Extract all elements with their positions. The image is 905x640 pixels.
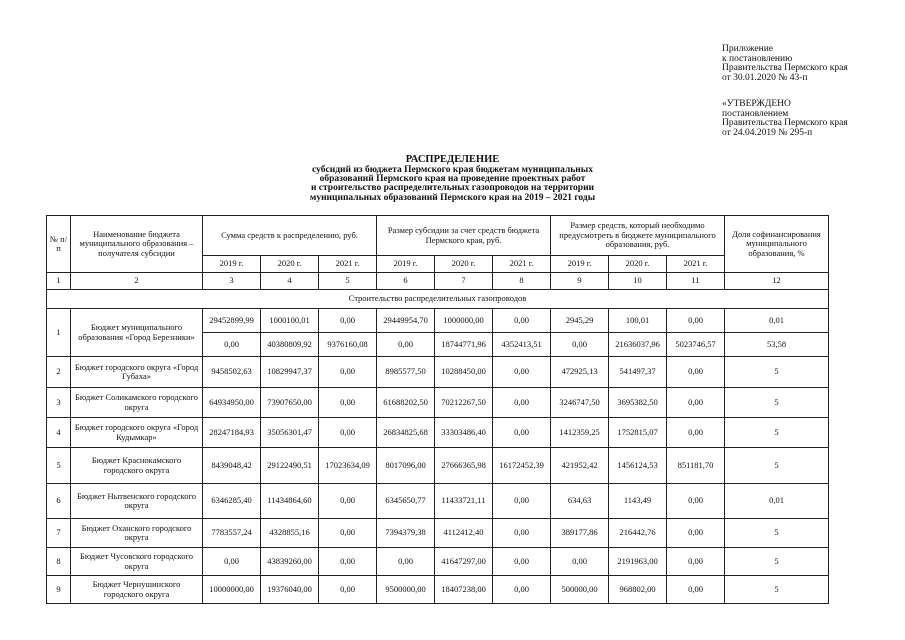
column-number: 3 xyxy=(203,273,261,290)
row-number: 6 xyxy=(47,484,71,519)
value-cell: 8985577,50 xyxy=(377,357,435,388)
column-number: 6 xyxy=(377,273,435,290)
value-cell: 0,00 xyxy=(493,576,551,604)
header-num: № п/п xyxy=(47,216,71,273)
approval-line: постановлением xyxy=(722,108,789,119)
appendix-line: к постановлению xyxy=(722,53,793,64)
value-cell: 19376040,00 xyxy=(261,576,319,604)
header-year: 2020 г. xyxy=(435,256,493,273)
value-cell: 0,00 xyxy=(551,333,609,357)
value-cell: 5 xyxy=(725,418,829,448)
value-cell: 421952,42 xyxy=(551,448,609,484)
header-year: 2021 г. xyxy=(493,256,551,273)
header-sum: Сумма средств к распределению, руб. xyxy=(203,216,377,256)
value-cell: 634,63 xyxy=(551,484,609,519)
document-title: РАСПРЕДЕЛЕНИЕ xyxy=(405,154,500,165)
value-cell: 100,01 xyxy=(609,309,667,333)
value-cell: 5 xyxy=(725,448,829,484)
value-cell: 6345650,77 xyxy=(377,484,435,519)
recipient-name: Бюджет Чусовского городского округа xyxy=(71,548,203,576)
value-cell: 0,00 xyxy=(551,548,609,576)
column-number: 4 xyxy=(261,273,319,290)
value-cell: 389177,86 xyxy=(551,519,609,548)
value-cell: 0,00 xyxy=(319,357,377,388)
header-share: Доля софинансирования муниципального образования, % xyxy=(725,216,829,273)
value-cell: 29449954,70 xyxy=(377,309,435,333)
value-cell: 0,00 xyxy=(319,484,377,519)
column-number: 7 xyxy=(435,273,493,290)
row-number: 2 xyxy=(47,357,71,388)
value-cell: 0,00 xyxy=(319,418,377,448)
value-cell: 1456124,53 xyxy=(609,448,667,484)
value-cell: 472925,13 xyxy=(551,357,609,388)
table-row xyxy=(47,418,829,448)
value-cell: 10829947,37 xyxy=(261,357,319,388)
value-cell: 0,00 xyxy=(667,309,725,333)
value-cell: 500000,00 xyxy=(551,576,609,604)
value-cell: 73907650,00 xyxy=(261,388,319,418)
subtitle-line: образований Пермского края на проведение проектных работ xyxy=(319,174,586,185)
subtitle-line: субсидий из бюджета Пермского края бюджетам муниципальных xyxy=(312,165,593,175)
column-number: 11 xyxy=(667,273,725,290)
value-cell: 4328855,16 xyxy=(261,519,319,548)
appendix-line: от 30.01.2020 № 43-п xyxy=(722,72,808,83)
table-row xyxy=(47,576,829,604)
recipient-name: Бюджет Краснокамского городского округа xyxy=(71,448,203,484)
value-cell: 3695382,50 xyxy=(609,388,667,418)
recipient-name: Бюджет муниципального образования «Город Березники» xyxy=(71,309,203,357)
value-cell: 1752815,07 xyxy=(609,418,667,448)
header-year: 2020 г. xyxy=(609,256,667,273)
value-cell: 0,00 xyxy=(493,548,551,576)
value-cell: 4112412,40 xyxy=(435,519,493,548)
value-cell: 5023746,57 xyxy=(667,333,725,357)
header-year: 2019 г. xyxy=(203,256,261,273)
value-cell: 9458502,63 xyxy=(203,357,261,388)
table-row xyxy=(47,548,829,576)
appendix-line: Правительства Пермского края xyxy=(722,63,848,73)
row-number: 5 xyxy=(47,448,71,484)
value-cell: 1143,49 xyxy=(609,484,667,519)
column-number: 1 xyxy=(47,273,71,290)
value-cell: 9376160,08 xyxy=(319,333,377,357)
recipient-name: Бюджет городского округа «Город Кудымкар» xyxy=(71,418,203,448)
value-cell: 0,00 xyxy=(377,548,435,576)
value-cell: 5 xyxy=(725,357,829,388)
value-cell: 0,00 xyxy=(667,357,725,388)
value-cell: 64934950,00 xyxy=(203,388,261,418)
value-cell: 1000000,00 xyxy=(435,309,493,333)
value-cell: 1412359,25 xyxy=(551,418,609,448)
column-number: 10 xyxy=(609,273,667,290)
value-cell: 0,00 xyxy=(493,484,551,519)
value-cell: 2191963,00 xyxy=(609,548,667,576)
value-cell: 41647297,00 xyxy=(435,548,493,576)
recipient-name: Бюджет Чернушинского городского округа xyxy=(71,576,203,604)
value-cell: 7394379,38 xyxy=(377,519,435,548)
value-cell: 27666365,98 xyxy=(435,448,493,484)
appendix-block xyxy=(722,45,848,83)
table-row xyxy=(47,519,829,548)
value-cell: 0,00 xyxy=(667,576,725,604)
column-number: 9 xyxy=(551,273,609,290)
subtitle-line: и строительство распределительных газопроводов на территории xyxy=(310,183,595,194)
approval-line: от 24.04.2019 № 295-п xyxy=(722,127,813,138)
table-row xyxy=(47,357,829,388)
value-cell: 0,00 xyxy=(493,309,551,333)
table-row xyxy=(47,484,829,519)
header-year: 2021 г. xyxy=(667,256,725,273)
value-cell: 0,00 xyxy=(493,357,551,388)
column-number: 2 xyxy=(71,273,203,290)
value-cell: 0,00 xyxy=(319,388,377,418)
value-cell: 7783557,24 xyxy=(203,519,261,548)
value-cell: 2945,29 xyxy=(551,309,609,333)
recipient-name: Бюджет Соликамского городского округа xyxy=(71,388,203,418)
value-cell: 11434864,60 xyxy=(261,484,319,519)
appendix-line: Приложение xyxy=(722,44,773,54)
value-cell: 33303486,40 xyxy=(435,418,493,448)
recipient-name: Бюджет Оханского городского округа xyxy=(71,519,203,548)
subtitle-line: муниципальных образований Пермского края на 2019 – 2021 годы xyxy=(309,192,596,203)
header-year: 2020 г. xyxy=(261,256,319,273)
header-local: Размер средств, который необходимо предусмотреть в бюджете муниципального образования, руб. xyxy=(551,216,725,256)
value-cell: 28247184,93 xyxy=(203,418,261,448)
approval-line: «УТВЕРЖДЕНО xyxy=(722,99,791,109)
header-name: Наименование бюджета муниципального образования – получателя субсидии xyxy=(71,216,203,273)
value-cell: 0,00 xyxy=(493,388,551,418)
column-number: 8 xyxy=(493,273,551,290)
value-cell: 0,00 xyxy=(667,548,725,576)
recipient-name: Бюджет городского округа «Город Губаха» xyxy=(71,357,203,388)
row-number: 1 xyxy=(47,309,71,357)
approval-line: Правительства Пермского края xyxy=(722,118,848,128)
value-cell: 10000000,00 xyxy=(203,576,261,604)
value-cell: 40380809,92 xyxy=(261,333,319,357)
value-cell: 43839260,00 xyxy=(261,548,319,576)
value-cell: 26834825,68 xyxy=(377,418,435,448)
header-year: 2021 г. xyxy=(319,256,377,273)
value-cell: 968802,00 xyxy=(609,576,667,604)
value-cell: 5 xyxy=(725,519,829,548)
table-row xyxy=(47,388,829,418)
value-cell: 0,01 xyxy=(725,484,829,519)
value-cell: 1000100,01 xyxy=(261,309,319,333)
value-cell: 17023634,09 xyxy=(319,448,377,484)
value-cell: 541497,37 xyxy=(609,357,667,388)
value-cell: 29452899,99 xyxy=(203,309,261,333)
value-cell: 0,00 xyxy=(667,418,725,448)
value-cell: 29122490,51 xyxy=(261,448,319,484)
row-number: 8 xyxy=(47,548,71,576)
value-cell: 0,00 xyxy=(667,388,725,418)
value-cell: 0,00 xyxy=(319,576,377,604)
value-cell: 0,00 xyxy=(493,519,551,548)
header-year: 2019 г. xyxy=(551,256,609,273)
value-cell: 18744771,96 xyxy=(435,333,493,357)
value-cell: 8017096,00 xyxy=(377,448,435,484)
row-number: 4 xyxy=(47,418,71,448)
value-cell: 70212267,50 xyxy=(435,388,493,418)
value-cell: 5 xyxy=(725,548,829,576)
value-cell: 18407238,00 xyxy=(435,576,493,604)
value-cell: 4352413,51 xyxy=(493,333,551,357)
value-cell: 0,00 xyxy=(203,548,261,576)
value-cell: 16172452,39 xyxy=(493,448,551,484)
value-cell: 216442,76 xyxy=(609,519,667,548)
value-cell: 0,00 xyxy=(319,309,377,333)
approval-block xyxy=(722,100,848,138)
value-cell: 0,00 xyxy=(203,333,261,357)
column-number: 5 xyxy=(319,273,377,290)
distribution-table xyxy=(46,215,829,604)
value-cell: 0,00 xyxy=(319,548,377,576)
value-cell: 0,00 xyxy=(667,484,725,519)
value-cell: 3246747,50 xyxy=(551,388,609,418)
value-cell: 5 xyxy=(725,576,829,604)
value-cell: 11433721,11 xyxy=(435,484,493,519)
value-cell: 21636037,96 xyxy=(609,333,667,357)
row-number: 3 xyxy=(47,388,71,418)
row-number: 7 xyxy=(47,519,71,548)
table-row xyxy=(47,448,829,484)
recipient-name: Бюджет Нытвенского городского округа xyxy=(71,484,203,519)
value-cell: 0,01 xyxy=(725,309,829,333)
value-cell: 851181,70 xyxy=(667,448,725,484)
value-cell: 5 xyxy=(725,388,829,418)
value-cell: 9500000,00 xyxy=(377,576,435,604)
value-cell: 0,00 xyxy=(319,519,377,548)
table-row xyxy=(47,309,829,333)
value-cell: 10288450,00 xyxy=(435,357,493,388)
column-number: 12 xyxy=(725,273,829,290)
header-subsidy: Размер субсидии за счет средств бюджета Пермского края, руб. xyxy=(377,216,551,256)
header-year: 2019 г. xyxy=(377,256,435,273)
row-number: 9 xyxy=(47,576,71,604)
value-cell: 8439048,42 xyxy=(203,448,261,484)
value-cell: 35056301,47 xyxy=(261,418,319,448)
document-subtitle xyxy=(0,166,905,203)
value-cell: 0,00 xyxy=(667,519,725,548)
value-cell: 53,58 xyxy=(725,333,829,357)
value-cell: 61688202,50 xyxy=(377,388,435,418)
section-title: Строительство распределительных газопроводов xyxy=(47,290,829,309)
value-cell: 0,00 xyxy=(377,333,435,357)
value-cell: 0,00 xyxy=(493,418,551,448)
value-cell: 6346285,40 xyxy=(203,484,261,519)
